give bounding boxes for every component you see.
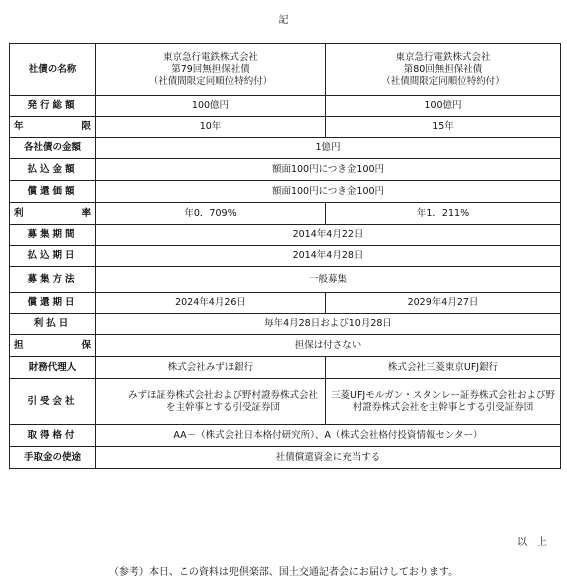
row-underwriters <box>10 379 561 425</box>
offering-method-value: 一般募集 <box>96 267 561 293</box>
bond-79-fiscal-agent: 株式会社みずほ銀行 <box>96 357 326 379</box>
bond-79-underwriters: みずほ証券株式会社および野村證券株式会社を主幹事とする引受証券団 <box>96 379 326 425</box>
label-underwriters: 引受会社 <box>10 379 96 425</box>
label-payment-amount: 払込金額 <box>10 159 96 181</box>
bond-79-interest-rate: 年0．709% <box>96 203 326 225</box>
label-term: 年 限 <box>10 117 96 138</box>
collateral-value: 担保は付さない <box>96 335 561 357</box>
label-use-of-proceeds: 手取金の使途 <box>10 447 96 469</box>
payment-date-value: 2014年4月28日 <box>96 246 561 267</box>
label-collateral: 担 保 <box>10 335 96 357</box>
bond-79-issue-total: 100億円 <box>96 96 326 117</box>
label-bond-name: 社債の名称 <box>10 44 96 96</box>
label-interest-rate: 利 率 <box>10 203 96 225</box>
row-offering-period <box>10 225 561 246</box>
bond-79-redemption-date: 2024年4月26日 <box>96 293 326 314</box>
bond-terms-table <box>9 43 561 469</box>
row-term <box>10 117 561 138</box>
label-denomination: 各社債の金額 <box>10 138 96 159</box>
bond-79-name: 東京急行電鉄株式会社 第79回無担保社債 （社債間限定同順位特約付） <box>96 44 326 96</box>
bond-80-interest-rate: 年1．211% <box>326 203 561 225</box>
row-rating <box>10 425 561 447</box>
offering-period-value: 2014年4月22日 <box>96 225 561 246</box>
label-redemption-date: 償還期日 <box>10 293 96 314</box>
row-collateral <box>10 335 561 357</box>
row-redemption-price <box>10 181 561 203</box>
row-offering-method <box>10 267 561 293</box>
label-interest-payment: 利払日 <box>10 314 96 335</box>
label-rating: 取得格付 <box>10 425 96 447</box>
row-use-of-proceeds <box>10 447 561 469</box>
interest-payment-value: 毎年4月28日および10月28日 <box>96 314 561 335</box>
row-issue-total <box>10 96 561 117</box>
label-offering-period: 募集期間 <box>10 225 96 246</box>
label-payment-date: 払込期日 <box>10 246 96 267</box>
row-redemption-date <box>10 293 561 314</box>
bond-80-underwriters: 三菱UFJモルガン・スタンレー証券株式会社および野村證券株式会社を主幹事とする引受証券団 <box>326 379 561 425</box>
row-interest-payment <box>10 314 561 335</box>
payment-amount-value: 額面100円につき金100円 <box>96 159 561 181</box>
label-redemption-price: 償還価額 <box>10 181 96 203</box>
label-fiscal-agent: 財務代理人 <box>10 357 96 379</box>
bond-79-term: 10年 <box>96 117 326 138</box>
row-payment-date <box>10 246 561 267</box>
bond-80-fiscal-agent: 株式会社三菱東京UFJ銀行 <box>326 357 561 379</box>
label-offering-method: 募集方法 <box>10 267 96 293</box>
bond-80-name: 東京急行電鉄株式会社 第80回無担保社債 （社債間限定同順位特約付） <box>326 44 561 96</box>
denomination-value: 1億円 <box>96 138 561 159</box>
reference-note: （参考）本日、この資料は兜倶楽部、国土交通記者会にお届けしております。 <box>108 567 459 578</box>
row-denomination <box>10 138 561 159</box>
bond-80-redemption-date: 2029年4月27日 <box>326 293 561 314</box>
rating-value: AA－（株式会社日本格付研究所）、A（株式会社格付投資情報センター） <box>96 425 561 447</box>
row-interest-rate <box>10 203 561 225</box>
row-fiscal-agent <box>10 357 561 379</box>
label-issue-total: 発行総額 <box>10 96 96 117</box>
row-bond-name <box>10 44 561 96</box>
document-heading: 記 <box>278 15 289 26</box>
row-payment-amount <box>10 159 561 181</box>
redemption-price-value: 額面100円につき金100円 <box>96 181 561 203</box>
bond-80-issue-total: 100億円 <box>326 96 561 117</box>
bond-80-term: 15年 <box>326 117 561 138</box>
use-of-proceeds-value: 社債償還資金に充当する <box>96 447 561 469</box>
closing-mark: 以上 <box>517 537 557 548</box>
